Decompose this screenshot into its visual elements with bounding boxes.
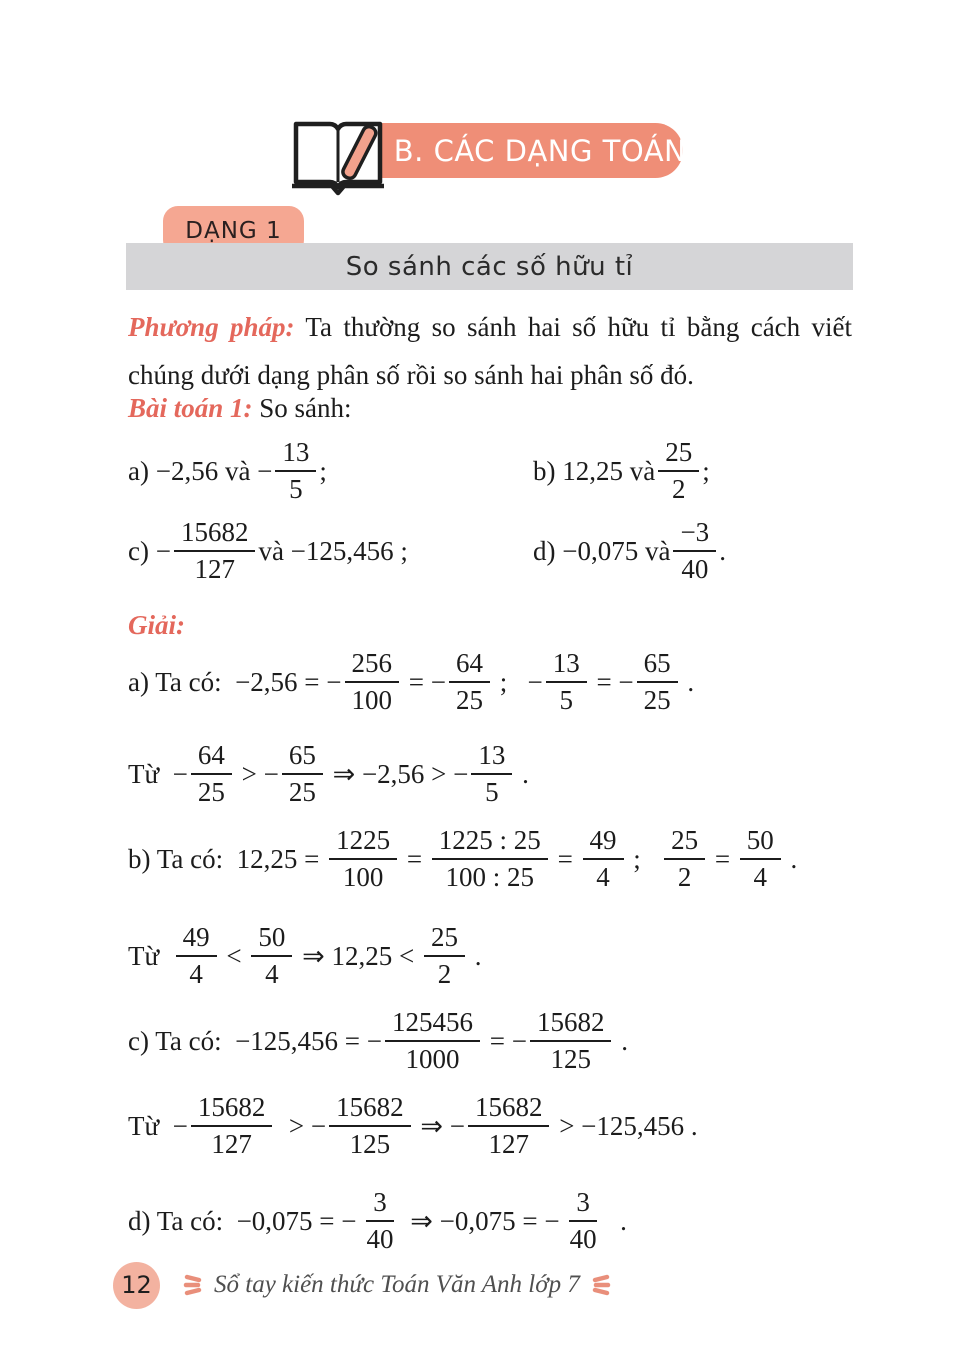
math-text: ⇒ −2,56 > − [325,758,469,789]
math-text: d) −0,075 và [533,535,671,566]
fraction: $\frac{64}{25}$ [449,648,490,716]
fraction: $\frac{15682}{125}$ [530,1007,612,1075]
math-text: ; [319,455,327,486]
solution-d-line-1 [128,1187,852,1255]
fraction: $\frac{50}{4}$ [740,825,781,893]
solution-b-line-2 [128,922,852,990]
math-text: . [467,940,482,971]
math-text: b) Ta có: 12,25 = [128,843,327,874]
page-number: 12 [121,1271,152,1299]
problem-c [128,508,408,594]
math-text: ⇒ −0,075 = − [403,1205,560,1236]
page-number-badge [113,1262,160,1309]
math-text: b) 12,25 và [533,455,656,486]
book-title: Sổ tay kiến thức Toán Văn Anh lớp 7 [214,1271,580,1298]
fraction: $\frac{3}{40}$ [569,1187,597,1255]
leaf-ornament-right-icon [590,1271,612,1299]
fraction: $\frac{1225 : 25}{100 : 25}$ [432,825,548,893]
math-text: d) Ta có: −0,075 = − [128,1205,357,1236]
math-text: c) Ta có: −125,456 = − [128,1025,382,1056]
problem-d [533,508,726,594]
section-banner [345,123,687,178]
math-text: < [219,940,249,971]
method-paragraph [128,303,852,399]
fraction: $\frac{15682}{127}$ [468,1092,550,1160]
problem-row-2 [128,508,852,594]
open-book-with-pen-icon [286,112,390,207]
fraction: $\frac{25}{2}$ [658,437,699,505]
fraction: $\frac{65}{25}$ [637,648,678,716]
page-footer [113,1260,853,1310]
math-text: . [614,1025,628,1056]
fraction: $\frac{64}{25}$ [191,740,232,808]
math-text: > −125,456 . [552,1110,698,1141]
math-text: . [515,758,529,789]
method-label: Phương pháp: [128,312,295,342]
section-title-bar [126,243,853,290]
fraction: $\frac{50}{4}$ [251,922,292,990]
solution-heading: Giải: [128,610,185,640]
problem-intro: So sánh: [252,393,352,423]
dang-label: DẠNG 1 [185,217,282,244]
math-text: . [680,666,695,697]
fraction: $\frac{49}{4}$ [583,825,624,893]
fraction: $\frac{-3}{40}$ [673,517,716,585]
fraction: $\frac{3}{40}$ [366,1187,394,1255]
fraction: $\frac{1225}{100}$ [329,825,397,893]
math-text: . [719,535,726,566]
math-text: = [550,843,580,874]
math-text: và −125,456 ; [258,535,408,566]
fraction: $\frac{49}{4}$ [176,922,217,990]
solution-c-line-2 [128,1092,852,1160]
math-text: Từ − [128,1110,188,1141]
math-text: ⇒ 12,25 < [295,940,421,971]
math-text: c) − [128,535,171,566]
solution-a-line-2 [128,740,852,808]
method-text: Ta thường so sánh hai số hữu tỉ bằng cách viết chúng dưới dạng phân số rồi so sánh hai phân số đó. [128,312,852,391]
problem-row-1 [128,428,852,514]
math-text: a) Ta có: −2,56 = − [128,666,342,697]
solution-b-line-1 [128,825,852,893]
fraction: $\frac{13}{5}$ [546,648,587,716]
math-text: ⇒ − [413,1110,465,1141]
fraction: $\frac{25}{2}$ [424,922,465,990]
math-text: = − [402,666,446,697]
banner-title: B. CÁC DẠNG TOÁN [393,133,687,168]
math-text: . [783,843,798,874]
math-text: a) −2,56 và − [128,455,273,486]
math-text: = − [589,666,634,697]
math-text: ; [626,843,662,874]
math-text: = [400,843,429,874]
fraction: $\frac{25}{2}$ [664,825,705,893]
problem-a [128,428,327,514]
fraction: $\frac{15682}{127}$ [174,517,256,585]
math-text: ; [702,455,710,486]
leaf-ornament-left-icon [182,1271,204,1299]
math-text: . [606,1205,627,1236]
problem-b [533,428,710,514]
section-title: So sánh các số hữu tỉ [345,251,634,282]
fraction: $\frac{125456}{1000}$ [385,1007,480,1075]
math-text: Từ [128,940,173,971]
solution-c-line-1 [128,1007,852,1075]
fraction: $\frac{15682}{127}$ [191,1092,273,1160]
fraction: $\frac{15682}{125}$ [329,1092,411,1160]
solution-a-line-1 [128,648,852,716]
math-text: = − [483,1025,527,1056]
problem-heading [128,393,852,424]
fraction: $\frac{65}{25}$ [282,740,323,808]
fraction: $\frac{13}{5}$ [275,437,316,505]
problem-label: Bài toán 1: [128,393,253,423]
fraction: $\frac{13}{5}$ [471,740,512,808]
math-text: > − [275,1110,327,1141]
math-text: ; − [492,666,543,697]
fraction: $\frac{256}{100}$ [345,648,400,716]
math-text: Từ − [128,758,188,789]
math-text: = [708,843,737,874]
math-text: > − [234,758,279,789]
